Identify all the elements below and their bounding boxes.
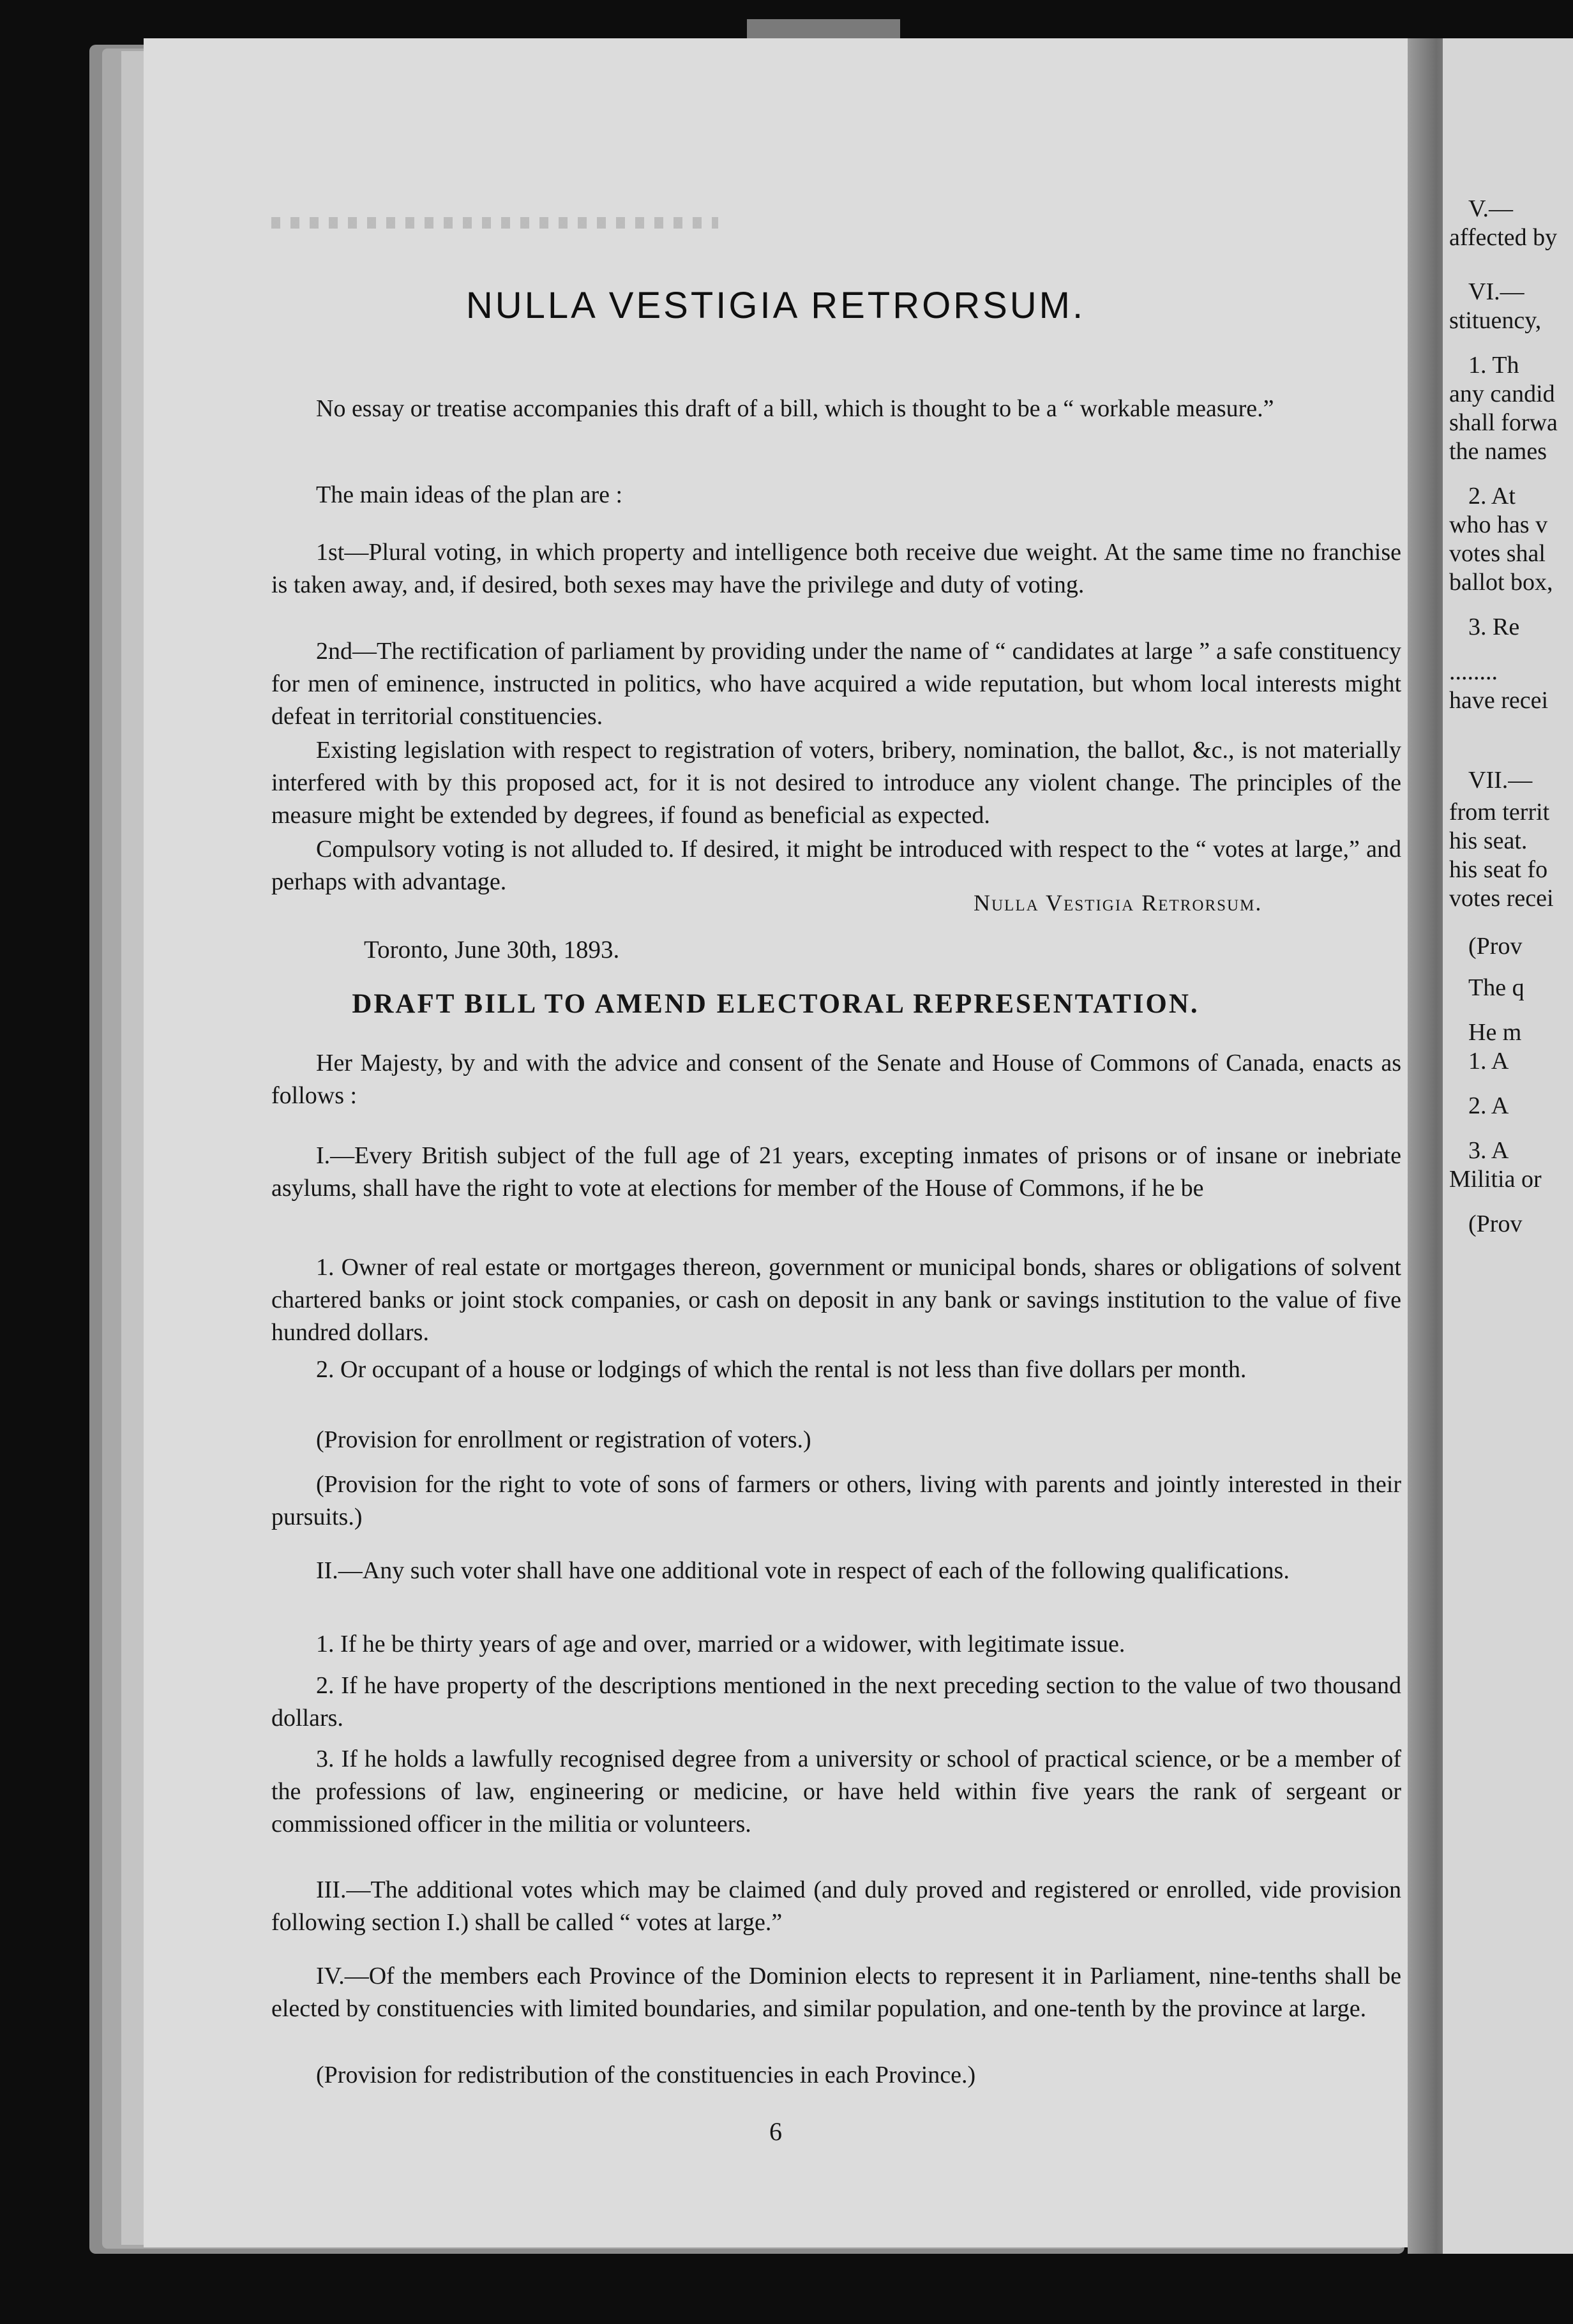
right-page-line: 3. A [1468,1137,1509,1164]
place-date: Toronto, June 30th, 1893. [364,936,620,963]
right-page-line: ballot box, [1449,569,1553,596]
right-page-line: votes recei [1449,885,1554,912]
section-2-item-2-text: 2. If he have property of the descriptions mentioned in the next preceding section to the value of two thousand dollars. [271,1672,1401,1732]
right-page-line: who has v [1449,511,1548,538]
page-number: 6 [769,2117,782,2146]
right-page-line: shall forwa [1449,409,1558,436]
right-page-line: ........ [1449,658,1498,685]
section-2-item-2 [271,1670,1401,1735]
right-page-line: (Prov [1468,933,1523,960]
section-4 [271,1960,1401,2025]
existing-legislation-text: Existing legislation with respect to registration of voters, bribery, nomination, the ballot, &c., is not materially interfered with by this proposed act, for it is not desired to introduce any violent change. The principles of the measure might be extended by degrees, if found as beneficial as expected. [271,737,1401,829]
idea-1-paragraph [271,536,1401,601]
section-1-text: I.—Every British subject of the full age of 21 years, excepting inmates of prisons or of insane or inebriate asylums, shall have the right to vote at elections for member of the House of Commons, if he be [271,1142,1401,1202]
signature: Nulla Vestigia Retrorsum. [974,890,1263,916]
section-1-item-2-text: 2. Or occupant of a house or lodgings of which the rental is not less than five dollars per month. [316,1356,1247,1383]
bill-heading: DRAFT BILL TO AMEND ELECTORAL REPRESENTATION. [352,989,1200,1019]
section-3 [271,1874,1401,1939]
main-ideas-text: The main ideas of the plan are : [316,481,623,508]
idea-2-paragraph [271,635,1401,733]
right-page-line: any candid [1449,381,1555,407]
intro-paragraph [271,393,1401,425]
left-page [144,38,1408,2247]
page-tab [747,19,900,38]
intro-text: No essay or treatise accompanies this draft of a bill, which is thought to be a “ workable measure.” [316,395,1274,422]
existing-legislation-paragraph [271,734,1401,832]
right-page-line: (Prov [1468,1211,1523,1237]
right-page-fragment [1443,38,1573,2254]
right-page-line: votes shal [1449,540,1546,567]
enacting-text: Her Majesty, by and with the advice and consent of the Senate and House of Commons of Canada, enacts as follows : [271,1050,1401,1109]
compulsory-voting-text: Compulsory voting is not alluded to. If desired, it might be introduced with respect to the “ votes at large,” and perhaps with advantage. [271,836,1401,895]
section-1 [271,1140,1401,1205]
right-page-line: 3. Re [1468,614,1520,640]
smudge [271,217,718,229]
provision-3 [271,2059,1401,2092]
section-1-item-1-text: 1. Owner of real estate or mortgages thereon, government or municipal bonds, shares or obligations of solvent chartered banks or joint stock companies, or cash on deposit in any bank or savings institution to the value of five hundred dollars. [271,1254,1401,1346]
right-page-line: have recei [1449,687,1549,714]
section-2-text: II.—Any such voter shall have one additional vote in respect of each of the following qualifications. [316,1557,1290,1584]
enacting-clause [271,1047,1401,1112]
provision-1-text: (Provision for enrollment or registration of voters.) [316,1426,811,1453]
provision-2-text: (Provision for the right to vote of sons of farmers or others, living with parents and jointly interested in their pursuits.) [271,1471,1401,1530]
section-2-item-1-text: 1. If he be thirty years of age and over, married or a widower, with legitimate issue. [316,1631,1125,1657]
right-page-line: VII.— [1468,767,1533,794]
right-page-line: Militia or [1449,1166,1542,1193]
right-page-line: 2. A [1468,1092,1509,1119]
page-title: NULLA VESTIGIA RETRORSUM. [465,285,1086,326]
main-ideas-line [271,479,1401,511]
right-page-line: his seat. [1449,827,1528,854]
provision-2 [271,1468,1401,1534]
section-1-item-1 [271,1251,1401,1349]
right-page-line: 1. A [1468,1048,1509,1075]
right-page-line: his seat fo [1449,856,1548,883]
section-2 [271,1555,1401,1587]
provision-3-text: (Provision for redistribution of the constituencies in each Province.) [316,2062,976,2088]
right-page-line: 2. At [1468,483,1516,509]
idea-2-text: 2nd—The rectification of parliament by providing under the name of “ candidates at large ” a safe constituency for men of eminence, instructed in politics, who have acquired a wide reputation, but whom local interests might defeat in territorial constituencies. [271,638,1401,730]
right-page-line: from territ [1449,799,1550,826]
section-2-item-3-text: 3. If he holds a lawfully recognised degree from a university or school of practical science, or be a member of the professions of law, engineering or medicine, or have held within five years the rank of sergeant or commissioned officer in the militia or volunteers. [271,1746,1401,1837]
right-page-line: stituency, [1449,307,1542,334]
section-4-text: IV.—Of the members each Province of the Dominion elects to represent it in Parliament, nine-tenths shall be elected by constituencies with limited boundaries, and similar population, and one-tenth by the province at large. [271,1963,1401,2022]
right-page-line: The q [1468,974,1524,1001]
right-page-line: the names [1449,438,1547,465]
right-page-line: V.— [1468,195,1514,222]
section-1-item-2 [271,1354,1401,1386]
right-page-line: He m [1468,1019,1522,1046]
right-page-line: VI.— [1468,278,1524,305]
section-3-text: III.—The additional votes which may be claimed (and duly proved and registered or enrolled, vide provision following section I.) shall be called “ votes at large.” [271,1876,1401,1936]
right-page-line: 1. Th [1468,352,1519,379]
provision-1 [271,1424,1401,1456]
idea-1-text: 1st—Plural voting, in which property and intelligence both receive due weight. At the same time no franchise is taken away, and, if desired, both sexes may have the privilege and duty of voting. [271,539,1401,598]
section-2-item-1 [271,1628,1401,1661]
right-page-line: affected by [1449,224,1558,251]
section-2-item-3 [271,1743,1401,1841]
compulsory-voting-paragraph [271,833,1401,898]
